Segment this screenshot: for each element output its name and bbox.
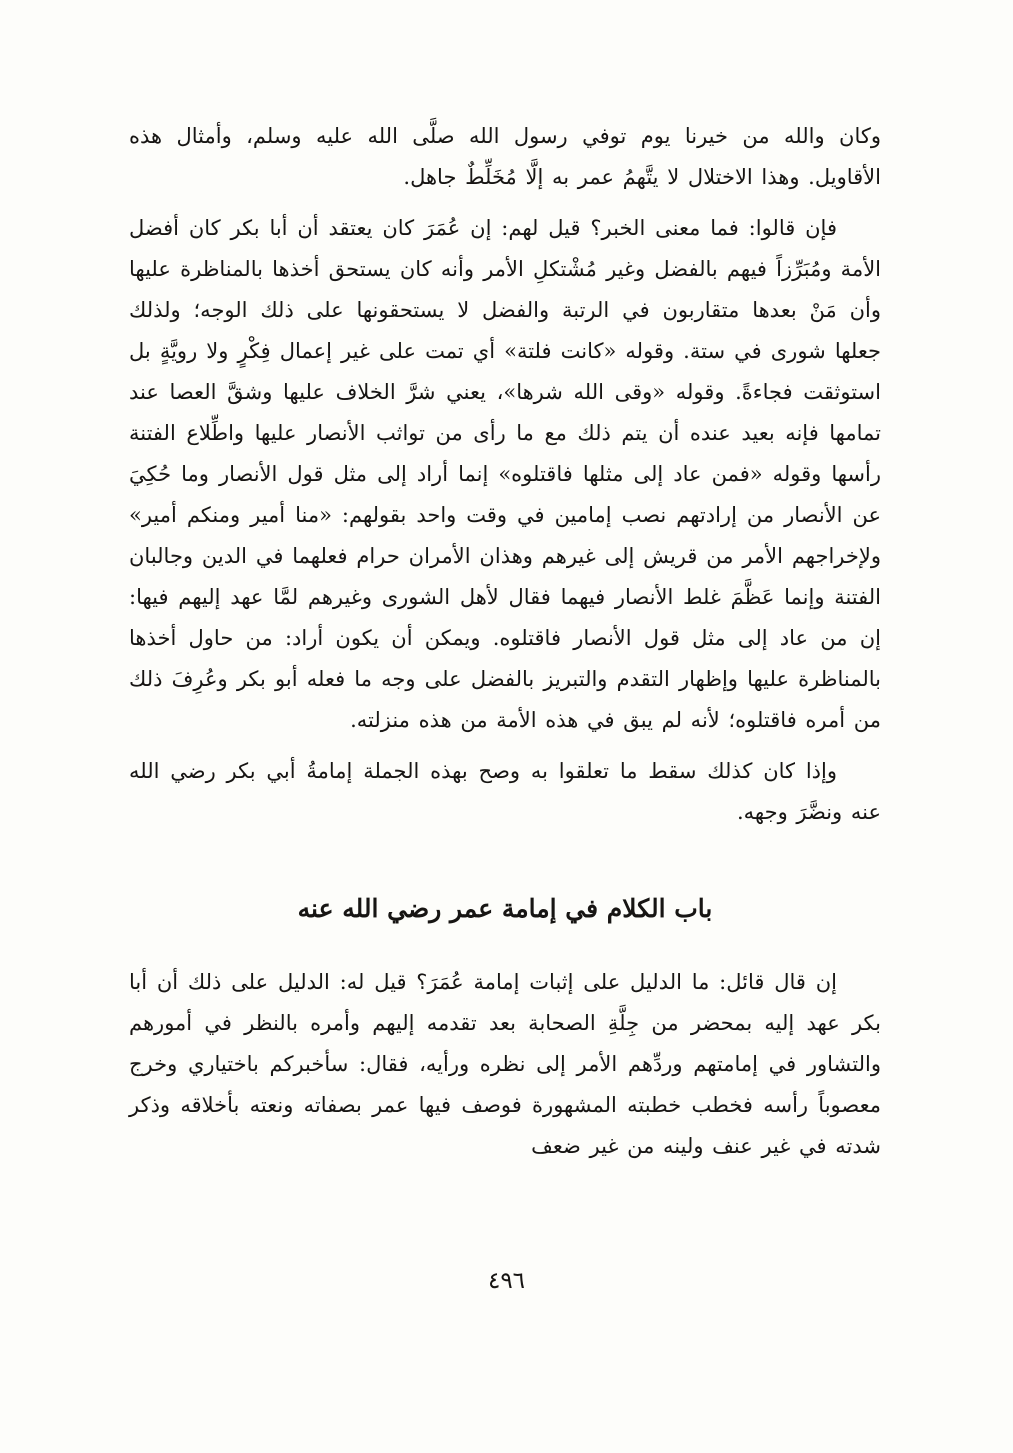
paragraph-objection-and-reply: فإن قالوا: فما معنى الخبر؟ قيل لهم: إن عُمَرَ كان يعتقد أن أبا بكر كان أفضل الأمة ومُبَرِّزاً فيهم بالفضل وغير مُشْتكلِ الأمر وأنه كان يستحق أخذها بالمناظرة عليها وأن مَنْ بعدها متقاربون في الرتبة والفضل لا يستحقونها على ذلك الوجه؛ ولذلك جعلها شورى في ستة. وقوله «كانت فلتة» أي تمت على غير إعمال فِكْرٍ ولا رويَّةٍ بل استوثقت فجاءةً. وقوله «وقى الله شرها»، يعني شرَّ الخلاف عليها وشقَّ العصا عند تمامها فإنه بعيد عنده أن يتم ذلك مع ما رأى من تواثب الأنصار عليها واطِّلاع الفتنة رأسها وقوله «فمن عاد إلى مثلها فاقتلوه» إنما أراد إلى مثل قول الأنصار وما حُكِيَ عن الأنصار من إرادتهم نصب إمامين في وقت واحد بقولهم: «منا أمير ومنكم أمير» ولإخراجهم الأمر من قريش إلى غيرهم وهذان الأمران حرام فعلهما في الدين وجالبان الفتنة وإنما عَظَّمَ غلط الأنصار فيهما فقال لأهل الشورى وغيرهم لمَّا عهد إليهم فيها: إن من عاد إلى مثل قول الأنصار فاقتلوه. ويمكن أن يكون أراد: من حاول أخذها بالمناظرة عليها وإظهار التقدم والتبريز بالفضل على وجه ما فعله أبو بكر وعُرِفَ ذلك من أمره فاقتلوه؛ لأنه لم يبق في هذه الأمة من هذه منزلته. bbox=[129, 216, 881, 732]
page-number: ٤٩٦ bbox=[487, 1268, 526, 1294]
page-body bbox=[129, 116, 881, 1167]
paragraph-continuation: وكان والله من خيرنا يوم توفي رسول الله صلَّى الله عليه وسلم، وأمثال هذه الأقاويل. وهذا الاختلال لا يتَّهمُ عمر به إلَّا مُخَلِّطٌ جاهل. bbox=[129, 124, 881, 189]
paragraph-chapter-opening: إن قال قائل: ما الدليل على إثبات إمامة عُمَرَ؟ قيل له: الدليل على ذلك أن أبا بكر عهد إليه بمحضر من جِلَّةِ الصحابة بعد تقدمه إليهم وأمره بالنظر في أمورهم والتشاور في إمامتهم وردِّهم الأمر إلى نظره ورأيه، فقال: سأخبركم باختياري وخرج معصوباً رأسه فخطب خطبته المشهورة فوصف فيها عمر بصفاته ونعته بأخلاقه وذكر شدته في غير عنف ولينه من غير ضعف bbox=[129, 970, 881, 1158]
chapter-heading: باب الكلام في إمامة عمر رضي الله عنه bbox=[297, 894, 713, 923]
paragraph-conclusion: وإذا كان كذلك سقط ما تعلقوا به وصح بهذه الجملة إمامةُ أبي بكر رضي الله عنه ونضَّرَ وجهه. bbox=[129, 759, 881, 824]
